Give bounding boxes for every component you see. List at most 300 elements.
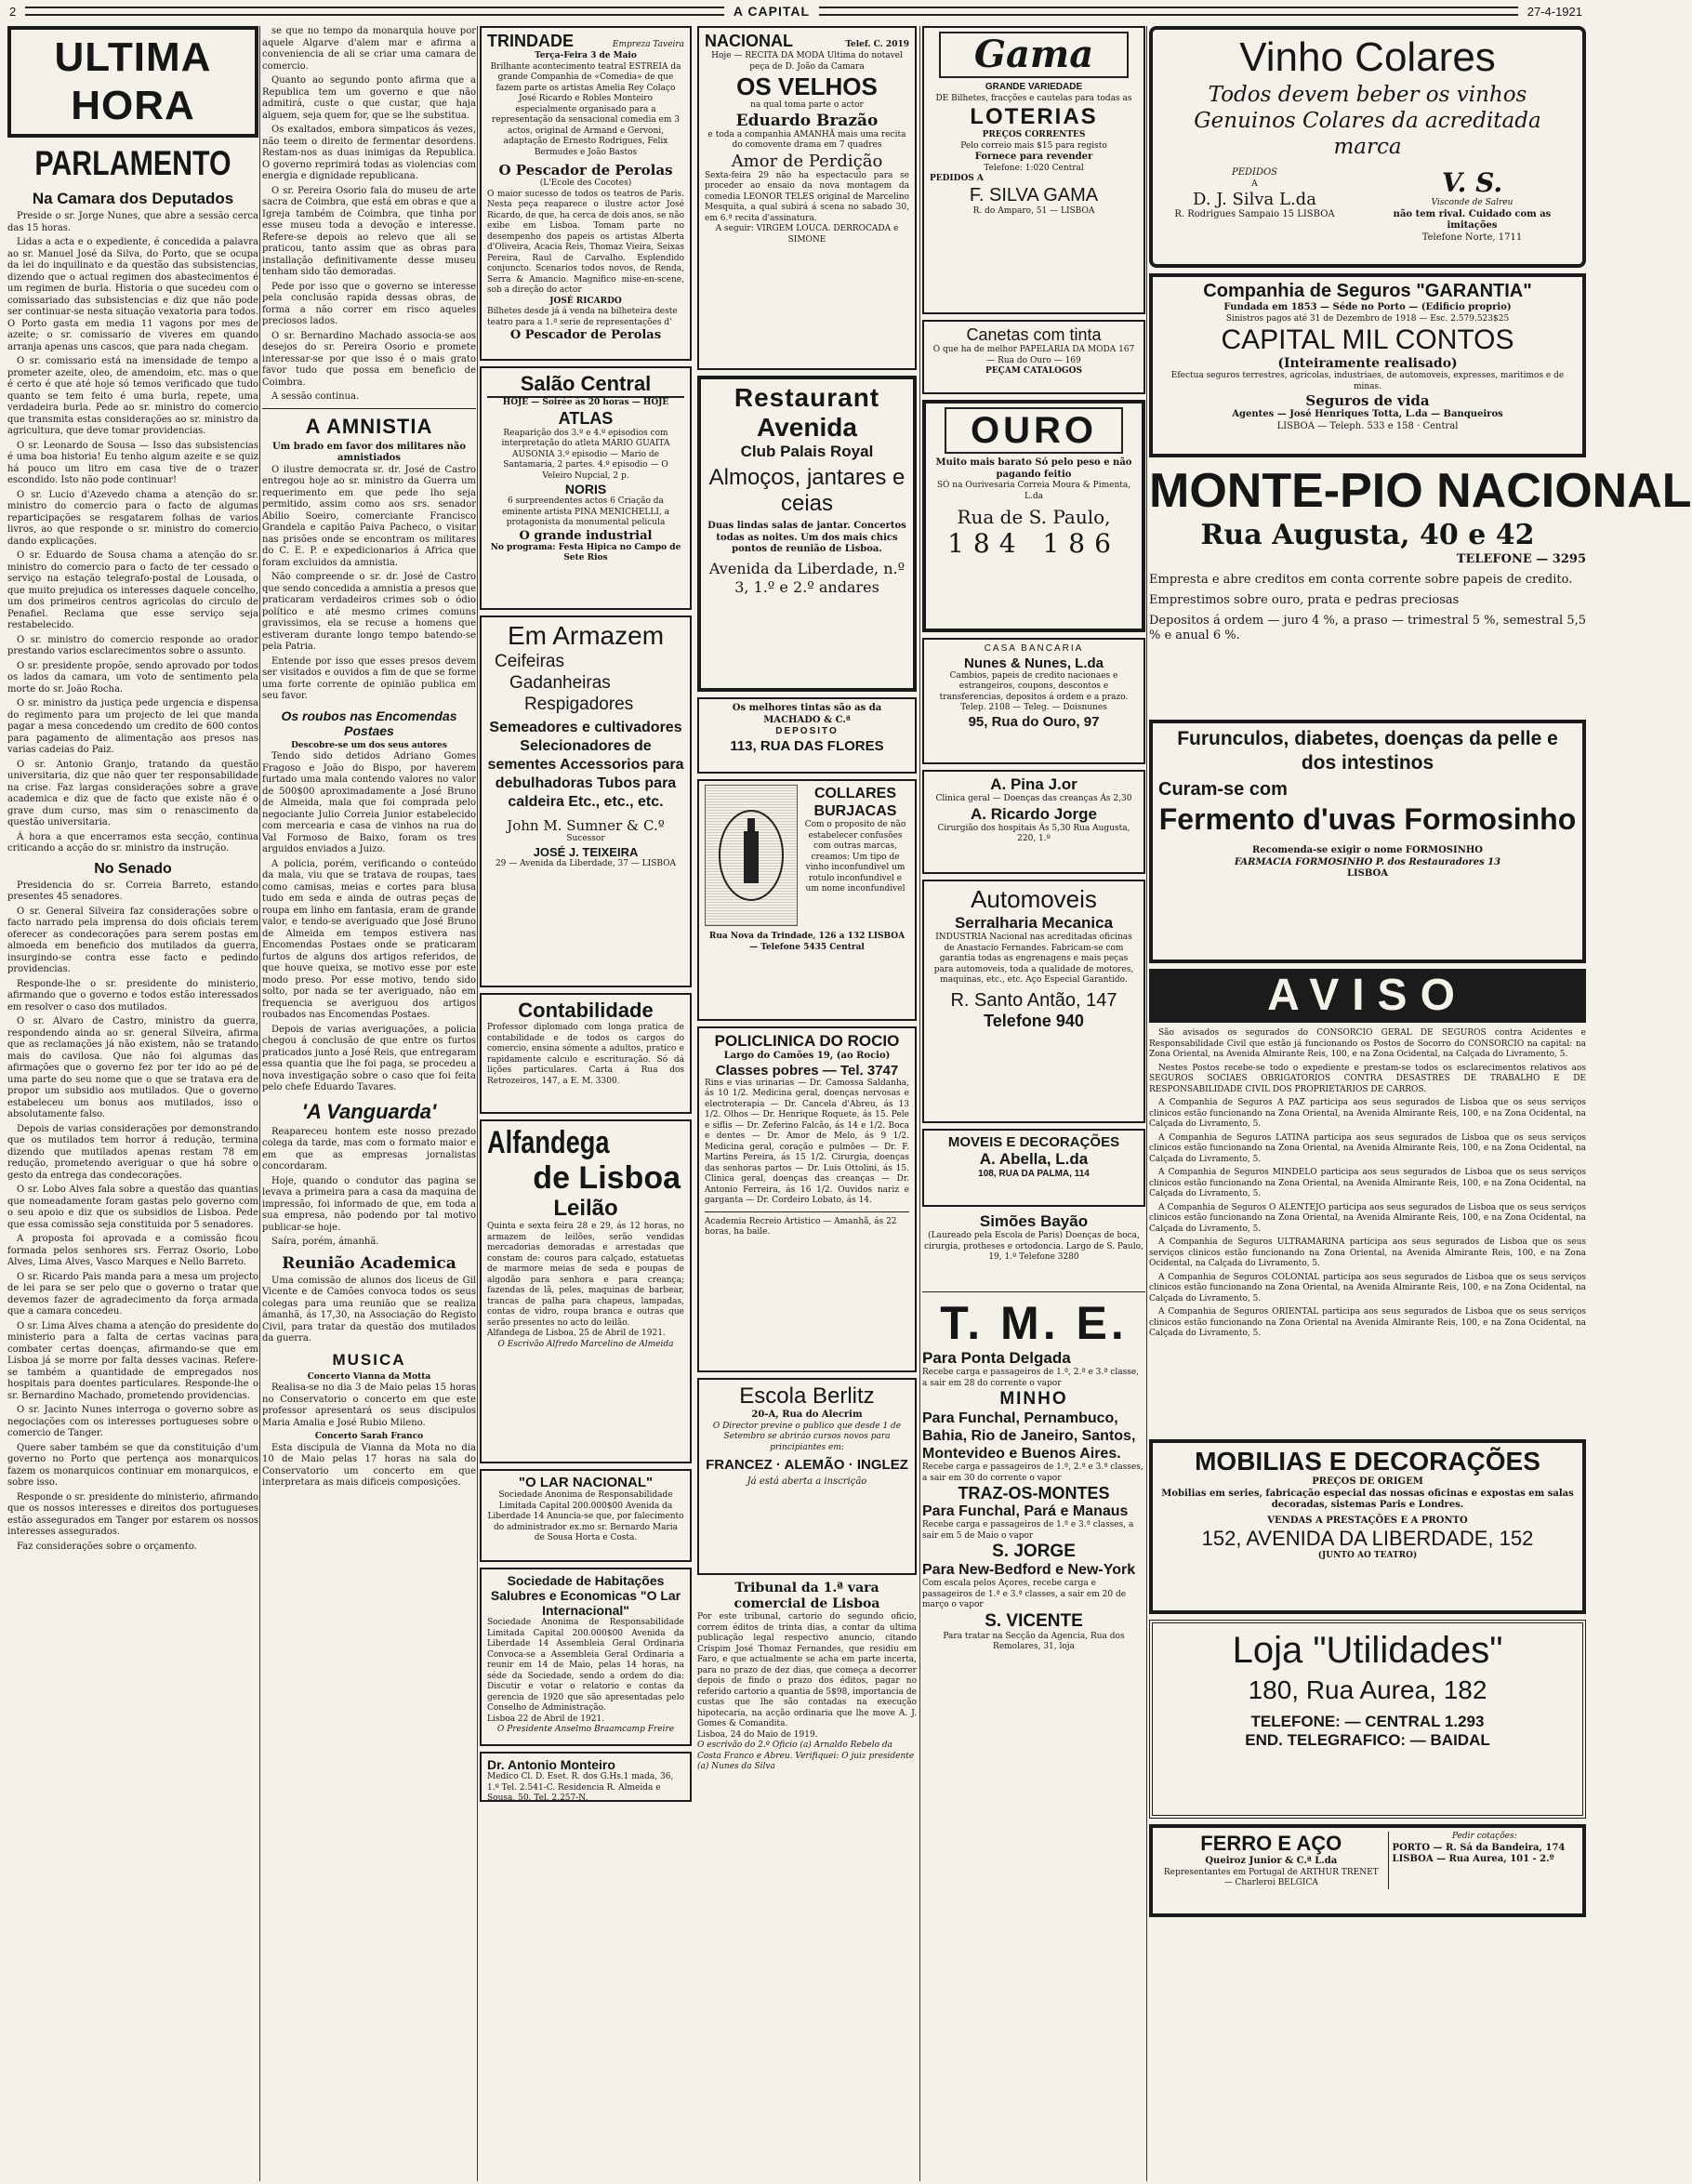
lar-nacional-ad — [480, 1469, 692, 1562]
armazem-item: Ceifeiras — [495, 652, 564, 671]
moveis-title: MOVEIS E DECORAÇÕES — [947, 1134, 1120, 1150]
garantia-address: LISBOA — Teleph. 533 e 158 · Central — [1276, 420, 1459, 431]
tme-title: T. M. E. — [940, 1297, 1128, 1349]
restaurant-text: Duas lindas salas de jantar. Concertos todas as noites. Um dos mais chics pontos de reunião de Lisboa. — [707, 521, 906, 554]
garantia-title: Companhia de Seguros "GARANTIA" — [1203, 281, 1532, 301]
masthead-rule-right — [819, 7, 1518, 16]
paragraph: A sessão continua. — [271, 391, 360, 402]
auto-sub: Serralharia Mecanica — [954, 914, 1114, 932]
ferro-title: FERRO E AÇO — [1200, 1832, 1342, 1855]
armazem-owner: JOSÉ J. TEIXEIRA — [533, 844, 639, 859]
auto-title: Automoveis — [971, 885, 1097, 913]
masthead-rule — [25, 7, 724, 16]
gama-text: Pelo correio mais $15 para registo — [960, 140, 1107, 151]
vinho-pedidos: PEDIDOS — [1231, 167, 1278, 178]
ferro-lisboa: LISBOA — Rua Aurea, 101 - 2.º — [1392, 1854, 1554, 1864]
nacional-title: NACIONAL — [705, 32, 793, 50]
paragraph: Reapareceu hontem este nosso prezado colega da tarde, mas com o formato maior e em que as empresas jornalistas concordaram. — [262, 1126, 476, 1171]
alfandega-ad — [480, 1119, 692, 1463]
restaurant-avenida-ad — [697, 376, 917, 692]
ouro-numbers: 184 186 — [947, 528, 1120, 559]
tme-route: Para Funchal, Pará e Manaus — [922, 1503, 1129, 1519]
roubos-heading: Os roubos nas Encomendas Postaes — [281, 708, 457, 738]
salao-noris: NORIS — [564, 482, 607, 496]
mobilias-note: (JUNTO AO TEATRO) — [1317, 1551, 1418, 1560]
amnistia-heading: A AMNISTIA — [305, 414, 433, 438]
banca-title: CASA BANCARIA — [984, 643, 1084, 654]
tribunal-text: Por este tribunal, cartorio do segundo oficio, correm éditos de trinta dias, a contar da ultima publicação legal respectivo anuncio, citando Crispim José Thomaz Fernandes, que residiu em Faro, e que actualmente se acha em parte incerta, para no prazo de dez dias, que começa a decorrer depois de findo o prazo dos éditos, pagar no referido cartorio a quantia de 5$98, importancia de custas que lhe são contadas na execução hipotecaria, na acção ordinaria que lhe move A. J. Gomes & Comandita. — [697, 1612, 917, 1728]
vinho-mark-sub: Visconde de Salreu — [1431, 198, 1514, 207]
habitacoes-ad — [480, 1568, 692, 1746]
canetas-title: Canetas com tinta — [966, 325, 1102, 344]
column-3a — [480, 26, 692, 1925]
garantia-ad — [1149, 273, 1586, 457]
armazem-successor: Sucessor — [566, 834, 605, 843]
nacional-text4: Sexta-feira 29 não ha espectaculo para se proceder ao ensaio da nova montagem da comedia LEONOR TELES original de Marcelino Mesquita, a qual subirá á scena no sabado 30, em 6.ª recita d'assinatura. — [705, 170, 909, 223]
ferro-text: Representantes em Portugal de ARTHUR TRENET — Charleroi BELGICA — [1163, 1867, 1379, 1887]
vinho-colares-ad — [1149, 26, 1586, 268]
tme-ship: TRAZ-OS-MONTES — [958, 1484, 1110, 1502]
armazem-item: Gadanheiras — [509, 673, 611, 693]
vinho-text: não tem rival. Cuidado com as imitações — [1393, 208, 1552, 231]
aviso-title: AVISO — [1149, 969, 1586, 1023]
berlitz-langs: FRANCEZ · ALEMÃO · INGLEZ — [706, 1457, 908, 1473]
paragraph: A policia, porém, verificando o conteúdo da mala, viu que se tratava de roupas, taes como camisas, meias e cortes para blusa tudo em seda e ainda de outras peças de roupa em linho em fantasia, eram de grande valor, e tendo-se averiguado que José Bruno de Almeida em tempos estivera nas Encomendas Postaes onde se praticaram furtos de alguns dos artigos referidos, de que houve queixa, se motivo esse por este modo preso. Por esse motivo, tendo sido solto, por nada se ter averiguado, não em frequencia se averiguou dos artigos roubados nas Encomendas Postaes. — [262, 858, 476, 1020]
banca-tel: Telep. 2108 — Teleg. — Doisnunes — [960, 703, 1107, 712]
berlitz-text: O Director previne o publico que desde 1 de Setembro se abriráo cursos novos para principiantes em: — [712, 1421, 902, 1452]
paragraph: Quanto ao segundo ponto afirma que a Republica tem um governo e que não admitirá, custe o que custar, que haja alguem, seja quem for, que se lhe substitua. — [262, 75, 476, 121]
paragraph: O sr. Bernardino Machado associa-se aos desejos do sr. Pereira Osorio e promete interessar-se por que isso é o mais grato favor tudo que possa em beneficio de Coimbra. — [262, 330, 476, 388]
tme-footer: Para tratar na Secção da Agencia, Rua dos Remolares, 31, loja — [943, 1631, 1125, 1651]
paragraph: A Companhia de Seguros ULTRAMARINA participa aos seus segurados de Lisboa que os seus serviços clinicos estão funcionando na Zona Oriental, na Avenida Almirante Reis, 100, e na Zona Ocidental, na Calçada do Livramento, 5. — [1149, 1238, 1586, 1268]
reuniao-article — [262, 1276, 476, 1345]
paragraph: Hoje, quando o condutor das pagina se levava a primeira para a casa da maquina de impressão, foi informado de que, em toda a sua empresa, não podendo por tal motivo publicar-se hoje. — [262, 1175, 476, 1233]
loja-address: 180, Rua Aurea, 182 — [1248, 1675, 1487, 1704]
reuniao-heading: Reunião Academica — [282, 1253, 456, 1273]
paragraph: O sr. ministro do comercio responde ao orador prestando varios esclarecimentos sobre o assunto. — [7, 634, 258, 656]
monteiro-name: Dr. Antonio Monteiro — [487, 1757, 615, 1772]
berlitz-open: Já está aberta a inscrição — [747, 1476, 867, 1487]
paragraph: O sr. General Silveira faz considerações sobre o facto narrado pela imprensa do dois oficiais terem oferecer as condecorações para serem postas em almoeda em beneficio dos mutilados da guerra, insurgindo-se contra esse facto e pedindo providencias. — [7, 906, 258, 974]
simoes-ad — [922, 1212, 1145, 1287]
paragraph: O sr. Leonardo de Sousa — Isso das subsistencias é uma boa historia! Eu tenho algum azeite e se quiz há pouco um litro em casa tive de o trazer escondido. Isto não pode continuar! — [7, 440, 258, 485]
camara-heading: Na Camara dos Deputados — [32, 190, 234, 207]
gama-pedidos: PEDIDOS A — [930, 174, 984, 183]
senado-article — [7, 880, 258, 1554]
trindade-play: O Pescador de Perolas — [498, 162, 673, 179]
mobilias-title: MOBILIAS E DECORAÇÕES — [1195, 1447, 1540, 1476]
simoes-title: Simões Bayão — [979, 1212, 1089, 1230]
column-small-ads — [922, 26, 1145, 2181]
auto-address: R. Santo Antão, 147 — [950, 989, 1117, 1011]
ouro-ad — [922, 400, 1145, 632]
montepio-tel: TELEFONE — 3295 — [1456, 552, 1586, 566]
gama-title: GRANDE VARIEDADE — [985, 82, 1083, 92]
trindade-text2: O maior sucesso de todos os teatros de Paris. Nesta peça reaparece o ilustre actor José Ricardo, de que, ha cerca de dois anos, se não exibe em Lisboa. Tomam parte no desempenho dos papeis os artistas Alberta d'Oliveira, Acacia Reis, Thomaz Vieira, Seixas Pereira, Raul de Carvalho. Esplendido conjuncto. Scenarios todos novos, de Renda, Serra & Amancio. Magnifico mise-en-scene, sob a direção do actor — [487, 189, 684, 295]
vanguarda-heading: 'A Vanguarda' — [301, 1099, 437, 1123]
monteiro-text: Medico Cl. D. Eset. R. dos G.Hs.1 mada, 36, 1.º Tel. 2.541-C. Residencia R. Almeida e Sousa, 50. Tel. 2.257-N. — [487, 1772, 674, 1803]
furunc-sub: Curam-se com — [1158, 779, 1288, 800]
doctors-ad — [922, 770, 1145, 874]
column-rule — [1146, 26, 1147, 2181]
trindade-director: JOSÉ RICARDO — [549, 296, 622, 306]
collares-address: Rua Nova da Trindade, 126 a 132 LISBOA — Telefone 5435 Central — [708, 932, 905, 952]
paragraph: se que no tempo da monarquia houve por aquele Algarve d'alem mar e afirma a conveniencia de ali se criar uma camara de comercio. — [262, 26, 476, 72]
camara-article — [7, 211, 258, 855]
ferro-porto: PORTO — R. Sá da Bandeira, 174 — [1392, 1842, 1566, 1853]
paragraph: Depois de varias averiguações, a policia chegou á conclusão de que entre os furtos praticados junto a José Reis, que entregaram essa quantia que lhe foi paga, se procedeu a nova investigação sobre o caso que foi feita pelo chefe Eduardo Tavares. — [262, 1024, 476, 1092]
paragraph: A Companhia de Seguros O ALENTEJO participa aos seus segurados de Lisboa que os seus serviços clinicos estão funcionando na Zona Oriental, na Avenida Almirante Reis, 100, e na Zona Ocidental, na Calçada do Livramento, 5. — [1149, 1202, 1586, 1234]
paragraph: A proposta foi aprovada e a comissão ficou formada pelos senhores srs. Ferraz Osorio, Lobo Alves, Lima Alves, Vasco Marques e Nello Barreto. — [7, 1234, 258, 1267]
paragraph: A Companhia de Seguros ORIENTAL participa aos seus segurados de Lisboa que os seus serviços clinicos estão funcionando na Zona Oriental na Avenida Almirante Reis, 100, e na Zona Ocidental, na Calçada do Livramento, 5. — [1149, 1307, 1586, 1338]
garantia-founded: Fundada em 1853 — Séde no Porto — (Edificio proprio) — [1223, 302, 1512, 312]
paragraph: A Companhia de Seguros LATINA participa aos seus segurados de Lisboa que os seus serviços clinicos estão funcionando na Zona Oriental, na Avenida Almirante Reis, 100, e na Zona Ocidental, na Calçada do Livramento, 5. — [1149, 1132, 1586, 1164]
column-3b — [697, 26, 917, 1925]
contab-text: Professor diplomado com longa pratica de contabilidade e de todos os cargos do comercio, ensina sómente a adultos, pratico e rapidamente calculo e escrituração. Só dá lições particulares. Carta á Rua dos Retrozeiros, 147, a E. M. 3300. — [487, 1023, 684, 1086]
trindade-title: TRINDADE — [487, 32, 574, 50]
tribunal-sign: O escrivão do 2.º Oficio (a) Arnaldo Rebelo da Costa Franco e Abreu. Verifiquei: O juiz presidente (a) Nunes da Silva — [697, 1741, 915, 1771]
jorge-title: A. Ricardo Jorge — [970, 804, 1098, 823]
paragraph: Tendo sido detidos Adriano Gomes Fragoso e João do Bispo, por haverem furtado uma mala contendo valores no valor de 500$00 aproximadamente a José Bruno de Almeida, mala que foi comprada pelo negociante Julio Correia Junior estabelecido com mercearia e casa de vinhos na rua do Val Formoso de Baixo, foram os tres arguidos enviados a Juizo. — [262, 751, 476, 854]
paragraph: O ilustre democrata sr. dr. José de Castro entregou hoje ao sr. ministro da Guerra um requerimento em que pede lho seja permitido, assim como aos srs. senador Abilio Soeiro, comerciante Francisco Grandela e capitão Paiva Pacheco, o visitar nas prisões onde se encontram os militares do C. E. P. e expedicionarios á Africa que foram excluidos da amnistia. — [262, 464, 476, 568]
armazem-ad — [480, 615, 692, 987]
vinho-a: A — [1251, 179, 1258, 189]
armazem-list: Semeadores e cultivadores Selecionadores de sementes Accessorios para debulhadoras Tubos para caldeira Etc., etc., etc. — [487, 720, 684, 810]
nacional-play2: Amor de Perdição — [731, 151, 883, 171]
paragraph: O sr. ministro da justiça pede urgencia e dispensa do regimento para um projecto de lei que manda pagar a mesa concedendo um credito de 600 contos para pagamento de alimentação aos presos nas varias cadeias do Paiz. — [7, 698, 258, 755]
furunc-title: Furunculos, diabetes, doenças da pelle e dos intestinos — [1177, 728, 1558, 774]
gama-address: R. do Amparo, 51 — LISBOA — [972, 205, 1095, 216]
armazem-firm: John M. Sumner & C.º — [507, 817, 665, 834]
pina-title: A. Pina J.or — [990, 775, 1077, 793]
bottle-icon — [714, 800, 788, 911]
salao-text3: 6 surpreendentes actos 6 Criação da eminente artista PINA MENICHELLI, a protagonista da monumental pelicula — [501, 496, 670, 527]
ouro-text: Muito mais barato Só pelo peso e não pagando feitio — [935, 457, 1132, 480]
nacional-text1: Hoje — RECITA DA MODA Ultima do notavel peça de D. João da Camara — [711, 51, 903, 72]
paragraph: A Companhia de Seguros MINDELO participa aos seus segurados de Lisboa que os seus serviços clinicos estão funcionando na Zona Oriental, na Avenida Almirante Reis, 100, e na Zona Ocidental, na Calçada do Livramento, 5. — [1149, 1168, 1586, 1198]
ferro-aco-ad — [1149, 1824, 1586, 1917]
vinho-name: D. J. Silva L.da — [1193, 190, 1316, 209]
trindade-date: Terça-Feira 3 de Maio — [535, 51, 637, 60]
mobilias-vendas: VENDAS A PRESTAÇÕES E A PRONTO — [1267, 1515, 1468, 1526]
musica-subheading: Concerto Sarah Franco — [314, 1432, 424, 1441]
paragraph: Nestes Postos recebe-se todo o expediente e prestam-se todos os esclarecimentos relativos aos SEGUROS SOCIAES OBRIGATORIOS CONTRA DESASTRES DE TRABALHO E DE RESPONSABILIDADE CIVIL DOS PROPRIETARIOS DE CARROS. — [1149, 1063, 1586, 1094]
paper-title: A CAPITAL — [733, 4, 811, 19]
tme-route: Para Ponta Delgada — [922, 1349, 1071, 1367]
column-news-parliament — [7, 26, 258, 2181]
alfandega-title2: de Lisboa — [533, 1160, 681, 1196]
armazem-address: 29 — Avenida da Liberdade, 37 — LISBOA — [495, 858, 677, 868]
aviso-notice — [1149, 969, 1586, 1434]
policlinica-ad — [697, 1026, 917, 1372]
mobilias-ad — [1149, 1439, 1586, 1614]
berlitz-title: Escola Berlitz — [739, 1383, 875, 1409]
montepio-address: Rua Augusta, 40 e 42 — [1200, 519, 1535, 551]
vinho-address: R. Rodrigues Sampaio 15 LISBOA — [1174, 209, 1335, 219]
machado-text: Os melhores tintas são as da MACHADO & C.ª — [732, 703, 882, 725]
machado-address: 113, RUA DAS FLORES — [730, 737, 884, 754]
trindade-play-sub: (L'Ecole des Cocotes) — [539, 179, 632, 188]
roubos-subheading: Descobre-se um dos seus autores — [291, 740, 447, 750]
paragraph: O sr. Ricardo Pais manda para a mesa um projecto de lei para se ser pelo que o governo o tratar que devemos fazer de agradecimento da força armada que a camara concedeu. — [7, 1271, 258, 1317]
trindade-empresa: Empreza Taveira — [612, 40, 684, 49]
monteiro-ad — [480, 1752, 692, 1802]
policlinica-address: Largo do Camões 19, (ao Rocio) — [723, 1051, 891, 1061]
tme-text: Com escala pelos Açores, recebe carga e passageiros de 1.ª e 3.ª classes, a sair em 20 de março o vapor — [922, 1579, 1127, 1609]
loja-title: Loja "Utilidades" — [1232, 1630, 1503, 1671]
moveis-ad — [922, 1129, 1145, 1207]
tme-ship: S. VICENTE — [985, 1610, 1083, 1631]
gama-precos: PREÇOS CORRENTES — [982, 130, 1086, 139]
paragraph: Não compreende o sr. dr. José de Castro que sendo concedida a amnistia a presos que praticaram verdadeiros crimes sob o ódio político e até mesmo crimes comuns gravissimos, ela se recuse a homens que estiveram durante longo tempo batendo-se pela Patria. — [262, 572, 476, 652]
paragraph: Preside o sr. Jorge Nunes, que abre a sessão cerca das 15 horas. — [7, 211, 258, 233]
vanguarda-article — [262, 1127, 476, 1249]
nacional-text2: na qual toma parte o actor — [750, 100, 864, 110]
utilidades-ad — [1149, 1620, 1586, 1819]
ouro-title: OURO — [945, 407, 1123, 454]
collares-burjacas-ad — [697, 779, 917, 1021]
page-number: 2 — [9, 4, 17, 19]
tme-shipping-ad — [922, 1297, 1145, 1929]
collares-text: Com o proposito de não estabelecer confusões com outras marcas, creamos: Um tipo de vinho inconfundivel um rotulo inconfundivel e um nome inconfundivel — [804, 820, 906, 893]
formosinho-ad — [1149, 720, 1586, 963]
paragraph: Realisa-se no dia 3 de Maio pelas 15 horas no Conservatorio o concerto em que este professor apresentará os seus discipulos Maria Amalia e José Rubio Mileno. — [262, 1383, 476, 1428]
moveis-address: 108, RUA DA PALMA, 114 — [978, 1169, 1090, 1179]
banca-name: Nunes & Nunes, L.da — [963, 655, 1104, 671]
nacional-ad — [697, 26, 917, 370]
paragraph: O sr. Eduardo de Sousa chama a atenção do sr. ministro do comercio para o facto de ter cessado o serviço na estação telegrafo-postal de Lousada, o que muito prejudica os interesses daquele concelho, um dos primeiros centros agricolas do circulo de Penafiel. Reclama que esse serviço seja restabelecido. — [7, 550, 258, 630]
salao-text1: HOJE — Soirée ás 20 horas — HOJE — [502, 398, 669, 407]
column-theatre-ads — [480, 26, 917, 2181]
musica-subheading: Concerto Vianna da Motta — [307, 1371, 431, 1382]
salao-atlas: ATLAS — [558, 408, 614, 428]
loja-tel: TELEFONE: — CENTRAL 1.293 — [1250, 1713, 1485, 1730]
gama-revender: Fornece para revender — [974, 152, 1093, 162]
garantia-agentes: Agentes — José Henriques Totta, L.da — Banqueiros — [1232, 409, 1503, 419]
restaurant-slogan: Almoços, jantares e ceias — [708, 465, 905, 516]
habitacoes-sign: O Presidente Anselmo Braamcamp Freire — [496, 1725, 675, 1734]
montepio-text: Emprestimos sobre ouro, prata e pedras preciosas — [1149, 593, 1460, 607]
amnistia-article — [262, 465, 476, 703]
trindade-ad — [480, 26, 692, 361]
trindade-text3: Bilhetes desde já á venda na bilheteira deste teatro para a 1.ª serie de representações d' — [487, 307, 678, 327]
garantia-sinistros: Sinistros pagos até 31 de Dezembro de 1918 — Esc. 2.579.523$25 — [1225, 313, 1510, 324]
berlitz-address: 20-A, Rua do Alecrim — [751, 1410, 863, 1420]
ouro-address: Rua de S. Paulo, — [957, 506, 1111, 528]
tribunal-notice — [697, 1581, 917, 1925]
canetas-catalogo: PEÇAM CATALOGOS — [985, 366, 1082, 376]
jorge-text: Cirurgião dos hospitais Ás 5,30 Rua Augusta, 220, 1.º — [937, 823, 1130, 843]
nacional-actor: Eduardo Brazão — [735, 111, 879, 130]
paragraph: Os exaltados, embora simpaticos ás vezes, não teem o direito de fermentar desordens. Restam-nos as duas inimigas da Republica. O governo reprimirá todas as violencias com energia e dignidade republicana. — [262, 125, 476, 181]
amnistia-subheading: Um brado em favor dos militares não amnistiados — [271, 441, 467, 463]
salao-title: Salão Central — [487, 372, 684, 398]
tme-text: Recebe carga e passageiros de 1.ª e 3.ª classes, a sair em 5 de Maio o vapor — [922, 1520, 1134, 1541]
garantia-capital: CAPITAL MIL CONTOS — [1221, 324, 1514, 355]
auto-tel: Telefone 940 — [984, 1011, 1084, 1030]
tme-ship: MINHO — [999, 1389, 1068, 1409]
salao-film: O grande industrial — [519, 528, 653, 543]
montepio-ad — [1149, 463, 1692, 714]
paragraph: O sr. Jacinto Nunes interroga o governo sobre as negociações com os interesses portugueses sobre o comercio de Tanger. — [7, 1405, 258, 1438]
paragraph: Lidas a acta e o expediente, é concedida a palavra ao sr. Manuel José da Silva, do Porto, que se ocupa da lei do inquilinato e da questão das subsistencias, dizendo que o actual regimen dos abastecimentos é um regimen de burla. Historia o que sucedeu com o comissariado das subsistencias e diz que não pode ser continuar-se nesta situação vexatoria para todos. O Porto gasta em media 11 vagons por mes de azeite; o sr. comissario de viveres em quando arranja apenas uns cascos, que para nada chegam. — [7, 237, 258, 352]
habitacoes-date: Lisboa 22 de Abril de 1921. — [487, 1714, 605, 1724]
furunc-product: Fermento d'uvas Formosinho — [1158, 802, 1577, 836]
furunc-text: Recomenda-se exigir o nome FORMOSINHO — [1251, 845, 1484, 855]
paragraph: O sr. Lucio d'Azevedo chama a atenção do sr. ministro do comercio para o facto de algumas reparticipações se resgatarem folhas de varios livros, ao que responde o sr. ministro do comercio dando explicações. — [7, 489, 258, 547]
senado-heading: No Senado — [94, 860, 172, 877]
paragraph: Saíra, porém, ámanhã. — [271, 1237, 379, 1247]
banca-address: 95, Rua do Ouro, 97 — [968, 713, 1100, 730]
machado-ad — [697, 697, 917, 774]
wine-label-illustration — [705, 785, 798, 926]
ultima-hora-title: ULTIMA HORA — [54, 34, 212, 128]
restaurant-address: Avenida da Liberdade, n.º 3, 1.º e 2.º andares — [708, 559, 905, 596]
garantia-realizado: (Inteiramente realisado) — [1277, 356, 1458, 371]
machado-deposito: DEPOSITO — [775, 726, 839, 736]
lar-title: "O LAR NACIONAL" — [518, 1475, 654, 1490]
alfandega-sign: O Escrivão Alfredo Marcelino de Almeida — [497, 1339, 674, 1349]
armazem-item: Respigadores — [524, 695, 634, 714]
paragraph: O sr. Lima Alves chama a atenção do presidente do ministerio para a falta de certas vacinas para combater certas doenças, afirmando-se que em Lisboa já se morre por falta desses vacinas. Refere-se também a quantidade de empregados nos hospitais para doentes particulares. Responde-lhe o sr. Bernardino Machado, prometendo providencias. — [7, 1320, 258, 1401]
paragraph: Responde o sr. presidente do ministerio, afirmando que os nossos interesses e direitos dos portugueses estão assegurados em Tanger por estarem os nossos interesses assegurados. — [7, 1491, 258, 1537]
restaurant-sub: Club Palais Royal — [740, 443, 874, 460]
paragraph: Responde-lhe o sr. presidente do ministerio, afirmando que o governo e todos estão interessados em resolver o caso dos mutilados. — [7, 978, 258, 1013]
paragraph: O sr. Pereira Osorio fala do museu de arte sacra de Coimbra, que está em obras e que a Igreja também de Coimbra, que tinha por esse museu toda a devoção e interesse. Refere-se depois ao relevo que ali se praticou, tanto assim que as obras para installação definitivamente desse museu tenham sido tão demoradas. — [262, 185, 476, 277]
alfandega-date: Alfandega de Lisboa, 25 de Abril de 1921. — [487, 1329, 666, 1338]
trindade-play2: O Pescador de Perolas — [509, 328, 662, 342]
montepio-text: Depositos á ordem — juro 4 %, a praso — trimestral 5 %, semestral 5,5 % e anual 6 %. — [1149, 614, 1587, 642]
tribunal-date: Lisboa, 24 do Maio de 1919. — [697, 1729, 818, 1740]
tme-text: Recebe carga e passageiros de 1.ª, 2.ª e 3.ª classes, a sair em 30 do corrente o vapor — [922, 1463, 1143, 1483]
canetas-text: O que ha de melhor PAPELARIA DA MODA 167 — Rua do Ouro — 169 — [932, 345, 1135, 365]
paragraph: Á hora a que encerramos esta secção, continua criticando a acção do sr. ministro da instrução. — [7, 831, 258, 854]
paragraph: Depois de varias considerações por demonstrando que os mutilados tem horror á redução, termina dizendo que mutilados apenas restam 78 em redução, prometendo averiguar o que há sobre o gesto da entrega das condecorações. — [7, 1123, 258, 1181]
policlinica-title: POLICLINICA DO ROCIO — [714, 1032, 900, 1050]
alfandega-leilao: Leilão — [553, 1196, 618, 1221]
gama-loterias: LOTERIAS — [970, 104, 1098, 129]
masthead — [9, 2, 1582, 20]
column-rule — [919, 26, 920, 2181]
paragraph: São avisados os segurados do CONSORCIO GERAL DE SEGUROS contra Acidentes e Responsabilidade Civil que estão já funcionando os Postos de Socorro do CONSORCIO na capital: na Zona Oriental, na Avenida Almirante Reis, 100, e na Zona Ocidental, na Calçada do Livramento, 5. — [1149, 1028, 1586, 1059]
paragraph: O sr. Antonio Granjo, tratando da questão universitaria, diz que não quer ter responsabilidade na crise. Faz largas considerações sobre a grave academica e diz que de facto que existe não é o grave dum curso, mas sim o renascimento da questão universitaria. — [7, 759, 258, 827]
canetas-ad — [922, 320, 1145, 394]
paragraph: Faz considerações sobre o orçamento. — [17, 1541, 197, 1552]
garantia-vida: Seguros de vida — [1305, 392, 1430, 409]
divider — [262, 408, 476, 409]
moveis-name: A. Abella, L.da — [979, 1150, 1089, 1168]
tme-route: Para Funchal, Pernambuco, Bahia, Rio de Janeiro, Santos, Montevideo e Buenos Aires. — [922, 1410, 1136, 1462]
ultima-hora-banner — [7, 26, 258, 138]
salao-text2: Reaparição dos 3.º e 4.º episodios com interpretação do atleta MARIO GUAITA AUSONIA 3.º episodio — Mario de Santamaria, 2 partes. 4.º episodio — O Veleiro Nupcial, 2 p. — [501, 428, 670, 481]
casa-bancaria-ad — [922, 638, 1145, 764]
mobilias-sub: PREÇOS DE ORIGEM — [1312, 1476, 1423, 1487]
nacional-text5: A seguir: VIRGEM LOUCA. DERROCADA e SIMONE — [715, 224, 899, 245]
berlitz-ad — [697, 1378, 917, 1575]
habitacoes-title: Sociedade de Habitações Salubres e Economicas "O Lar Internacional" — [490, 1573, 681, 1618]
contabilidade-ad — [480, 993, 692, 1114]
loja-teleg: END. TELEGRAFICO: — BAIDAL — [1245, 1731, 1490, 1749]
nacional-play: OS VELHOS — [736, 73, 878, 100]
paragraph: O sr. Lobo Alves fala sobre a questão das quantias que nomeadamente foram gastas pelo governo com o seu apoio e diz que os subsidios de Lisboa. Pede que essa comissão seja constituida por 5 senadores. — [7, 1185, 258, 1230]
paragraph: A Companhia de Seguros A PAZ participa aos seus segurados de Lisboa que os seus serviços clinicos estão funcionando na Zona Oriental, na Avenida Almirante Reis, 100, e na Zona Ocidental, na Calçada do Livramento, 5. — [1149, 1098, 1586, 1129]
alfandega-text: Quinta e sexta feira 28 e 29, ás 12 horas, no armazem de leilões, serão vendidas mercadorias demoradas e arrestadas que constam de: couros para calçado, estatuetas de marmore meias de seda e poupas de algodão para senhora e para creança; fazendas de lã, peles, maquinas de barbear, trancas de palha para chapeus, lampadas, contas de vidro, roupa branca e outras que serão presentes no acto do leilão. — [487, 1222, 684, 1328]
pina-text: Clinica geral — Doenças das creanças Ás 2,30 — [935, 794, 1132, 803]
musica-heading: MUSICA — [332, 1350, 406, 1369]
salao-central-ad — [480, 366, 692, 610]
lar-text: Sociedade Anonima de Responsabilidade Limitada Capital 200.000$00 Avenida da Liberdade 14 Anuncia-se que, por falecimento do administrador ex.mo sr. Bernardo Maria de Sousa Horta e Costa. — [487, 1490, 684, 1542]
gama-logo: Gama — [939, 32, 1129, 78]
nacional-text3: e toda a companhia AMANHÃ mais uma recita do comovente drama em 7 quadres — [707, 129, 906, 150]
gama-sub: DE Bilhetes, fracções e cautelas para todas as — [935, 93, 1132, 103]
gama-name: F. SILVA GAMA — [969, 184, 1099, 205]
mobilias-text: Mobilias em series, fabricação especial das nossas oficinas e expostas em salas decoradas, sistemas Paris e Londres. — [1161, 1488, 1574, 1510]
restaurant-title: Restaurant — [734, 383, 880, 412]
furunc-pharm: FARMACIA FORMOSINHO P. dos Restauradores 13 — [1234, 856, 1501, 867]
restaurant-title2: Avenida — [757, 413, 857, 442]
vinho-slogan: Todos devem beber os vinhos Genuinos Colares da acreditada marca — [1194, 83, 1541, 159]
montepio-text: Empresta e abre creditos em conta corrente sobre papeis de credito. — [1149, 573, 1573, 587]
paragraph: Entende por isso que esses presos devem ser visitados e ouvidos a fim de que se forme uma forte corrente de opinião publica em seu favor. — [262, 655, 476, 701]
paragraph: Esta discipula de Vianna da Mota no dia 10 de Maio pelas 17 horas na sala do Conservatorio um concerto em que interpretara as mais dificeis composições. — [262, 1442, 476, 1488]
paragraph: Presidencia do sr. Correia Barreto, estando presentes 45 senadores. — [7, 880, 258, 902]
simoes-text: (Laureado pela Escola de Paris) Doenças de boca, cirurgia, protheses e ortodoncia. Largo de S. Paulo, 19, 1.º Telefone 3280 — [924, 1231, 1143, 1262]
montepio-title: MONTE-PIO NACIONAL — [1149, 464, 1692, 518]
ferro-pedidos: Pedir cotações: — [1451, 1832, 1517, 1841]
paragraph: O sr. Alvaro de Castro, ministro da guerra, respondendo ainda ao sr. general Silveira, afirma que as reclamações já não existem, não se tratando mais do cavilosa. Que não foi algumas das afirmações que o governo fez por ter ido ao pé de uma parte do seu nome que o que se tratava era de propor um subsidio aos mutilados. Que o governo estabeleceu um bonus aos mutilados, isso o absolutamente falso. — [7, 1016, 258, 1119]
roubos-article — [262, 751, 476, 1094]
ouro-text2: SÓ na Ourivesaria Correia Moura & Pimenta, L.da — [936, 481, 1131, 501]
habitacoes-text: Sociedade Anonima de Responsabilidade Limitada Capital 200.000$00 Avenida da Liberdade 14 Assembleia Geral Ordinaria Convoca-se a Assembleia Geral Ordinaria a reunir em 14 de Maio, pelas 14 horas, na séde da Sociedade, sendo a ordem do dia: Discutir e votar o relatorio e contas da gerencia de 1920 que são apresentadas pelo Conselho de Administração. — [487, 1618, 684, 1713]
vinho-mark: V. S. — [1441, 167, 1503, 198]
automoveis-ad — [922, 880, 1145, 1123]
vinho-title: Vinho Colares — [1239, 34, 1496, 80]
auto-text: INDUSTRIA Nacional nas acreditadas oficinas de Anastacio Fernandes. Fabricam-se com garantia todas as engrenagens e mais peças para automoveis, toda a qualidade de motores, maquinas, etc., etc. Aço Especial Garantido. — [933, 933, 1134, 985]
column-rule — [259, 26, 260, 2181]
mobilias-address: 152, AVENIDA DA LIBERDADE, 152 — [1201, 1527, 1534, 1550]
paragraph: Pede por isso que o governo se interesse pela conclusão rapida dessas obras, de forma a não correr em risco aqueles preciosos lados. — [262, 281, 476, 326]
nacional-tel: Telef. C. 2019 — [845, 40, 909, 49]
paragraph: O sr. comissario está na imensidade de tempo a prometer azeite, oleo, de amendoim, etc. mas o que é certo é que até hoje só temos verificado que tudo quanto se tem feito é uma burla, repete, uma verdadeira burla. Pede ao sr. ministro do comercio que transmita estas considerações ao sr. ministro da agricultura, que deve tomar providencias. — [7, 356, 258, 436]
column-large-ads — [1149, 26, 1692, 2181]
policlinica-text: Rins e vias urinarias — Dr. Camossa Saldanha, ás 10 1/2. Medicina geral, doenças nervosas e electroterapia — Dr. Cancela d'Abreu, ás 13 1/2. Olhos — Dr. Henrique Roquete, ás 15. Pele e siflis — Dr. Zeferino Falcão, ás 14 e 1/2. Boca e dentes — Dr. Amor de Melo, ás 9 1/2. Medicina geral, coração e pulmões — Dr. F. Martins Pereira, ás 15 1/2. Cirurgia, doenças das senhoras partos — Dr. Luis Ottolini, ás 15. Clinica geral, doenças das creanças — Dr. Antonio Ferreira, ás 16 1/2. Ouvidos nariz e garganta — Dr. Cordeiro Lobato, ás 14. — [705, 1078, 909, 1205]
armazem-title: Em Armazem — [507, 621, 665, 650]
issue-date: 27-4-1921 — [1527, 4, 1582, 19]
policlinica-classes: Classes pobres — Tel. 3747 — [715, 1062, 899, 1079]
column-rule — [477, 26, 478, 2181]
collares-title: COLLARES BURJACAS — [813, 786, 897, 819]
tme-route: Para New-Bedford e New-York — [922, 1562, 1136, 1578]
paragraph: A Companhia de Seguros COLONIAL participa aos seus segurados de Lisboa que os seus serviços clinicos estão funcionando na Zona Oriental, na Avenida Almirante Reis, 100, e na Zona Ocidental, na Calçada do Livramento, 5. — [1149, 1272, 1586, 1304]
alfandega-title: Alfandega — [487, 1125, 610, 1160]
salao-text4: No programa: Festa Hipica no Campo de Sete Rios — [490, 542, 681, 563]
column-news-continued — [262, 26, 476, 2181]
trindade-text: Brilhante acontecimento teatral ESTREIA da grande Companhia de «Comedia» de que fazem parte os artistas Amelia Rey Colaço José Ricardo e Robles Monteiro especialmente organisado para a representação da sensacional comedia em 3 actos, original de Armand e Gervoni, adaptação de Ernesto Rodrigues, Felix Bermudes e João Bastos — [490, 61, 681, 157]
tribunal-title: Tribunal da 1.ª vara comercial de Lisboa — [734, 1581, 880, 1611]
contab-title: Contabilidade — [518, 999, 654, 1022]
tme-text: Recebe carga e passageiros de 1.ª, 2.ª e 3.ª classe, a sair em 28 do corrente o vapor — [922, 1368, 1140, 1388]
furunc-city: LISBOA — [1346, 868, 1389, 879]
parliament-continued — [262, 26, 476, 404]
gama-lottery-ad — [922, 26, 1145, 314]
garantia-text: Efectua seguros terrestres, agricolas, industriaes, de automoveis, expresses, maritimos e de minas. — [1170, 371, 1565, 391]
paragraph: Quere saber também se que da constituição d'um governo no Porto que pertença aos monarquicos fazem os monarquicos continuar em monarquicos, e sobre isso. — [7, 1442, 258, 1488]
paragraph: O sr. presidente propõe, sendo aprovado por todos os lados da camara, um voto de sentimento pela morte do sr. João Rocha. — [7, 660, 258, 695]
ferro-firm: Queiroz Junior & C.ª L.da — [1205, 1856, 1338, 1866]
paragraph: Uma comissão de alunos dos liceus de Gil Vicente e de Camões convoca todos os seus colegas para uma reunião que se realiza ámanhã, ás 17,30, na Associação do Registo Civil, para tratar da questão dos mutilados da guerra. — [262, 1275, 476, 1343]
tme-ship: S. JORGE — [992, 1542, 1076, 1561]
parlamento-heading: PARLAMENTO — [34, 144, 231, 182]
